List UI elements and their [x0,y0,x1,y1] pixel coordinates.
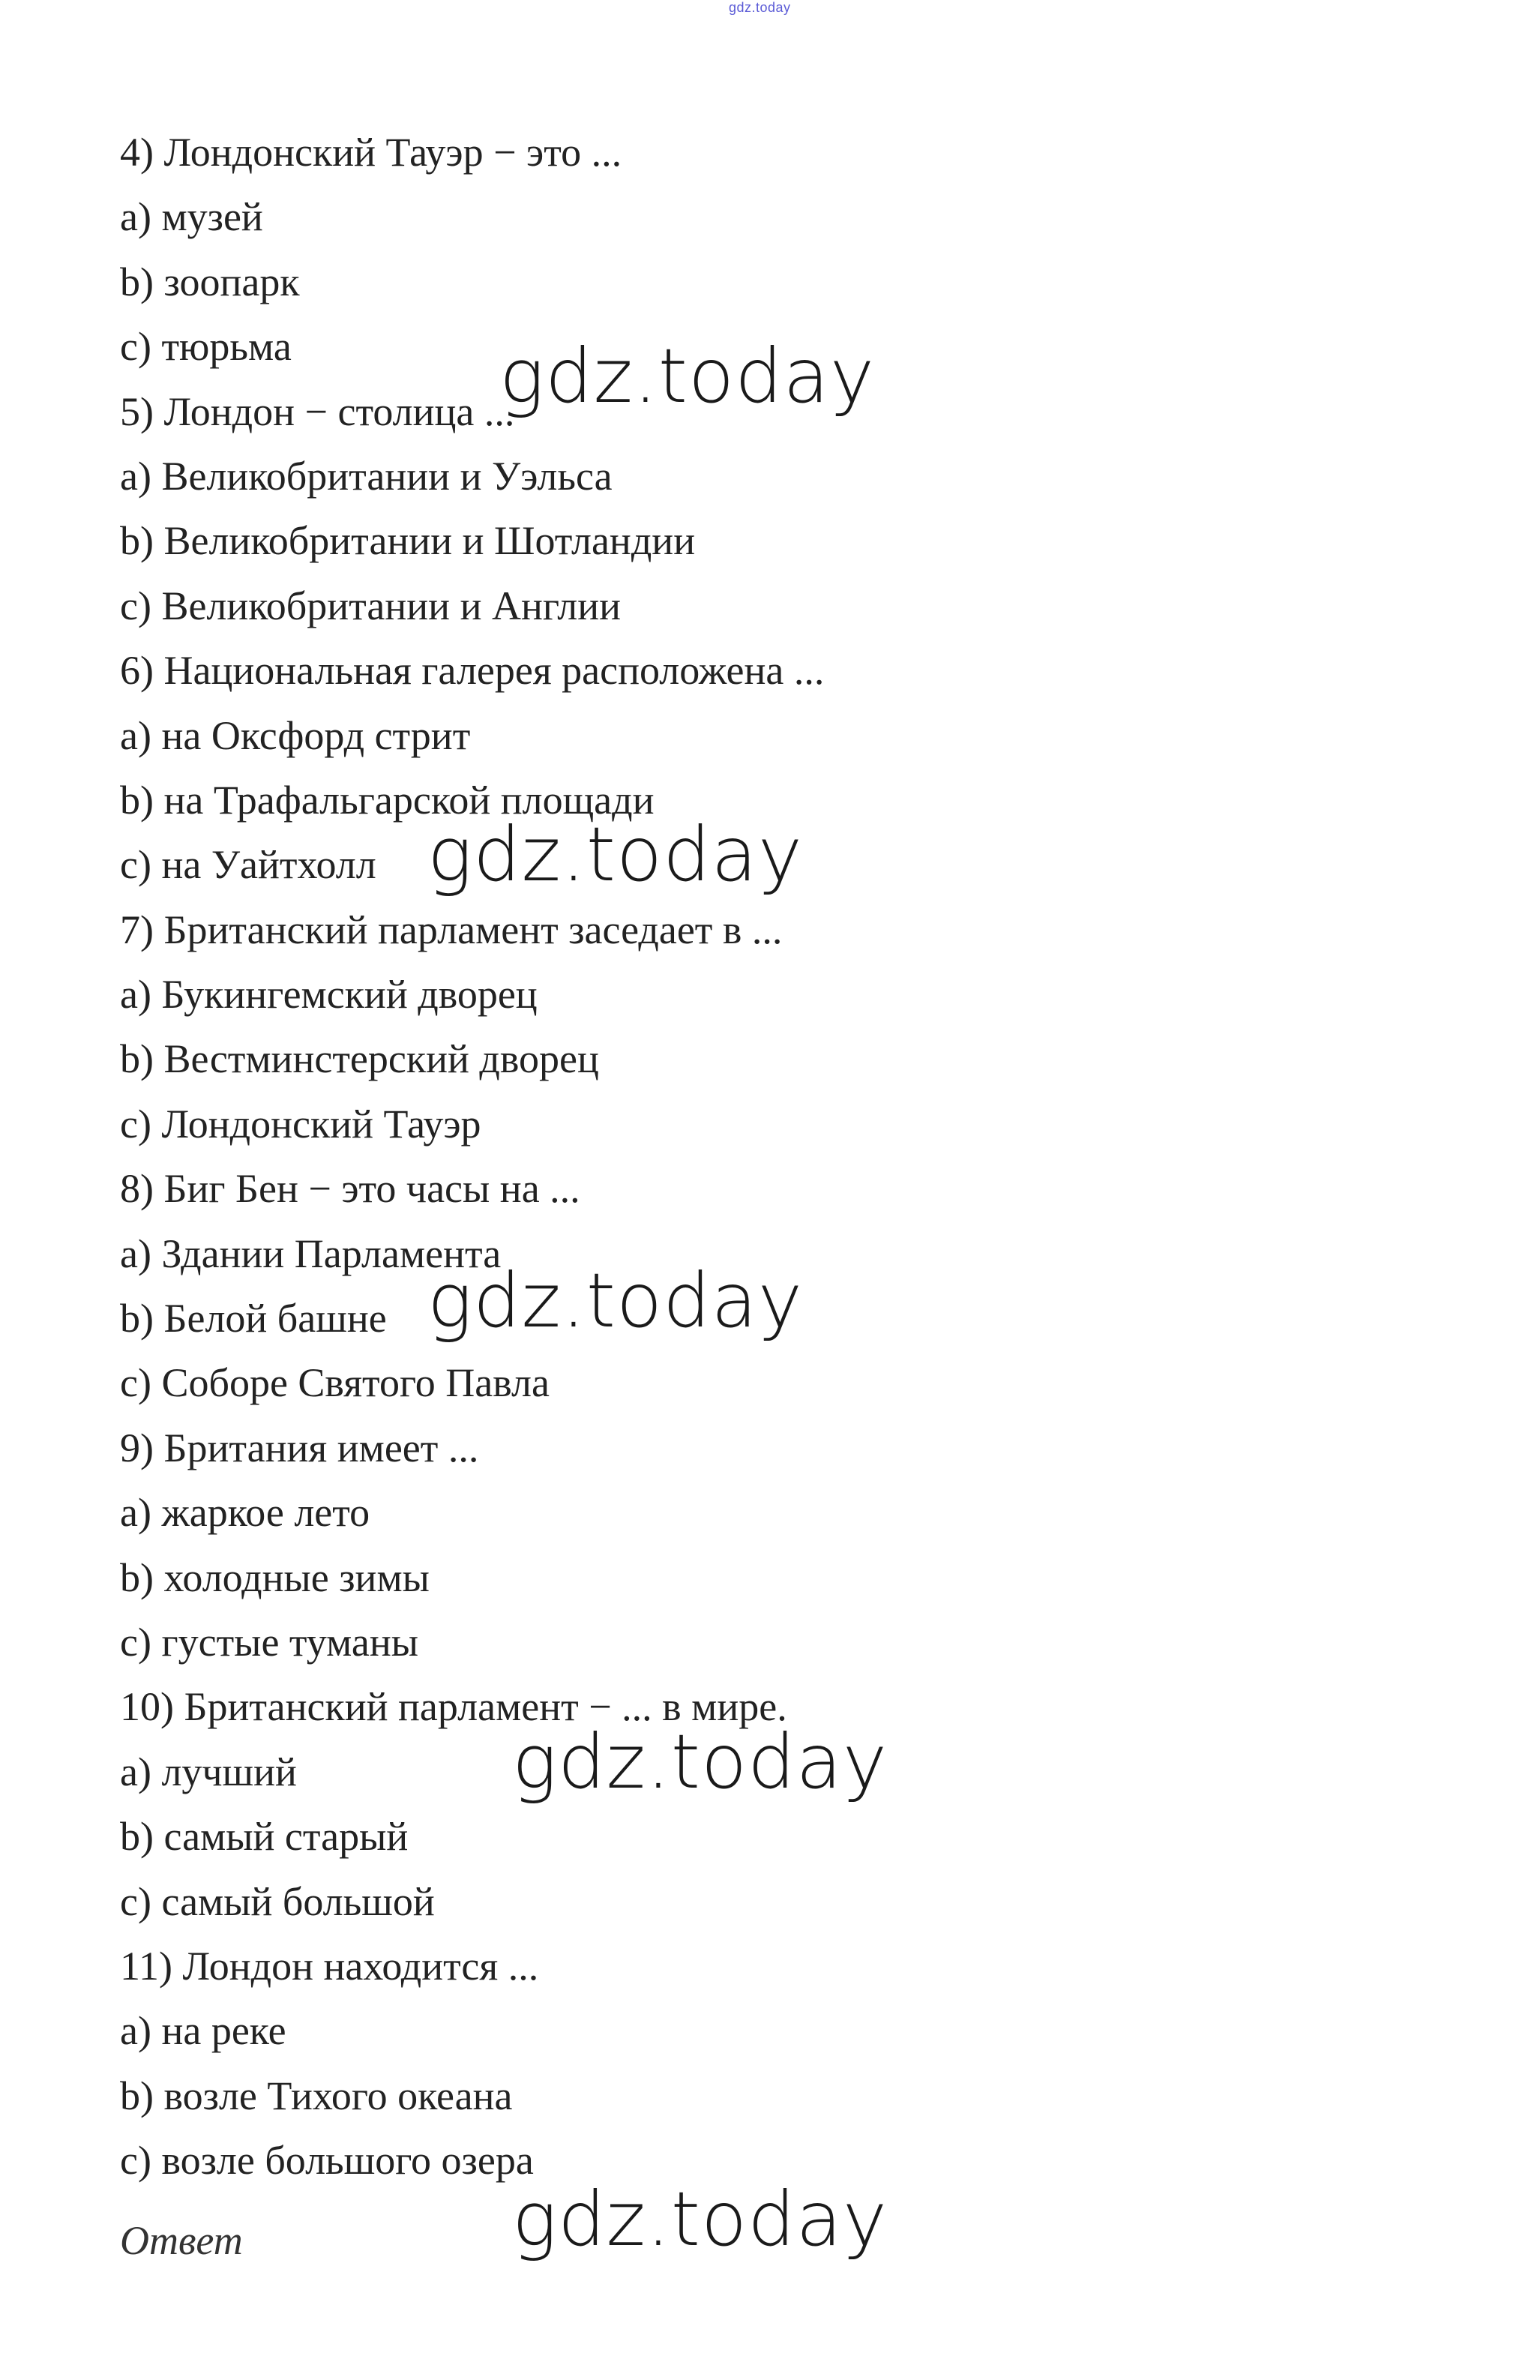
option-6a: a) на Оксфорд стрит [120,712,471,758]
option-10c: c) самый большой [120,1878,435,1924]
option-8a: a) Здании Парламента [120,1230,502,1276]
option-11a: a) на реке [120,2008,286,2054]
option-9a: a) жаркое лето [120,1490,370,1536]
watermark: gdz.today [512,1718,888,1806]
option-7c: c) Лондонский Тауэр [120,1101,481,1147]
question-7: 7) Британский парламент заседает в ... [120,907,783,952]
option-5a: a) Великобритании и Уэльса [120,453,613,499]
question-8: 8) Биг Бен − это часы на ... [120,1166,580,1212]
option-10b: b) самый старый [120,1814,409,1860]
option-9c: c) густые туманы [120,1619,419,1665]
option-8b: b) Белой башне [120,1296,387,1341]
watermark: gdz.today [499,332,876,420]
option-6b: b) на Трафальгарской площади [120,777,655,823]
watermark: gdz.today [427,1257,804,1344]
question-list [120,120,1245,2193]
option-11c: c) возле большого озера [120,2138,534,2184]
watermark: gdz.today [512,2175,888,2263]
watermark: gdz.today [427,811,804,898]
option-6c: c) на Уайтхолл [120,842,376,888]
question-11: 11) Лондон находится ... [120,1943,539,1989]
answer-label: Ответ [120,2218,243,2263]
option-4c: c) тюрьма [120,324,292,370]
question-10: 10) Британский парламент − ... в мире. [120,1684,787,1730]
option-10a: a) лучший [120,1749,297,1794]
question-6: 6) Национальная галерея расположена ... [120,648,825,694]
question-5: 5) Лондон − столица ... [120,388,515,434]
option-7b: b) Вестминстерский дворец [120,1036,599,1082]
site-mark: gdz.today [729,0,791,15]
option-5c: c) Великобритании и Англии [120,583,622,628]
option-11b: b) возле Тихого океана [120,2073,513,2118]
option-4a: a) музей [120,194,263,240]
option-8c: c) Соборе Святого Павла [120,1360,550,1406]
question-9: 9) Британия имеет ... [120,1425,479,1470]
option-7a: a) Букингемский дворец [120,972,538,1018]
option-9b: b) холодные зимы [120,1554,430,1600]
option-5b: b) Великобритании и Шотландии [120,518,696,564]
question-4: 4) Лондонский Тауэр − это ... [120,130,622,175]
option-4b: b) зоопарк [120,259,300,304]
